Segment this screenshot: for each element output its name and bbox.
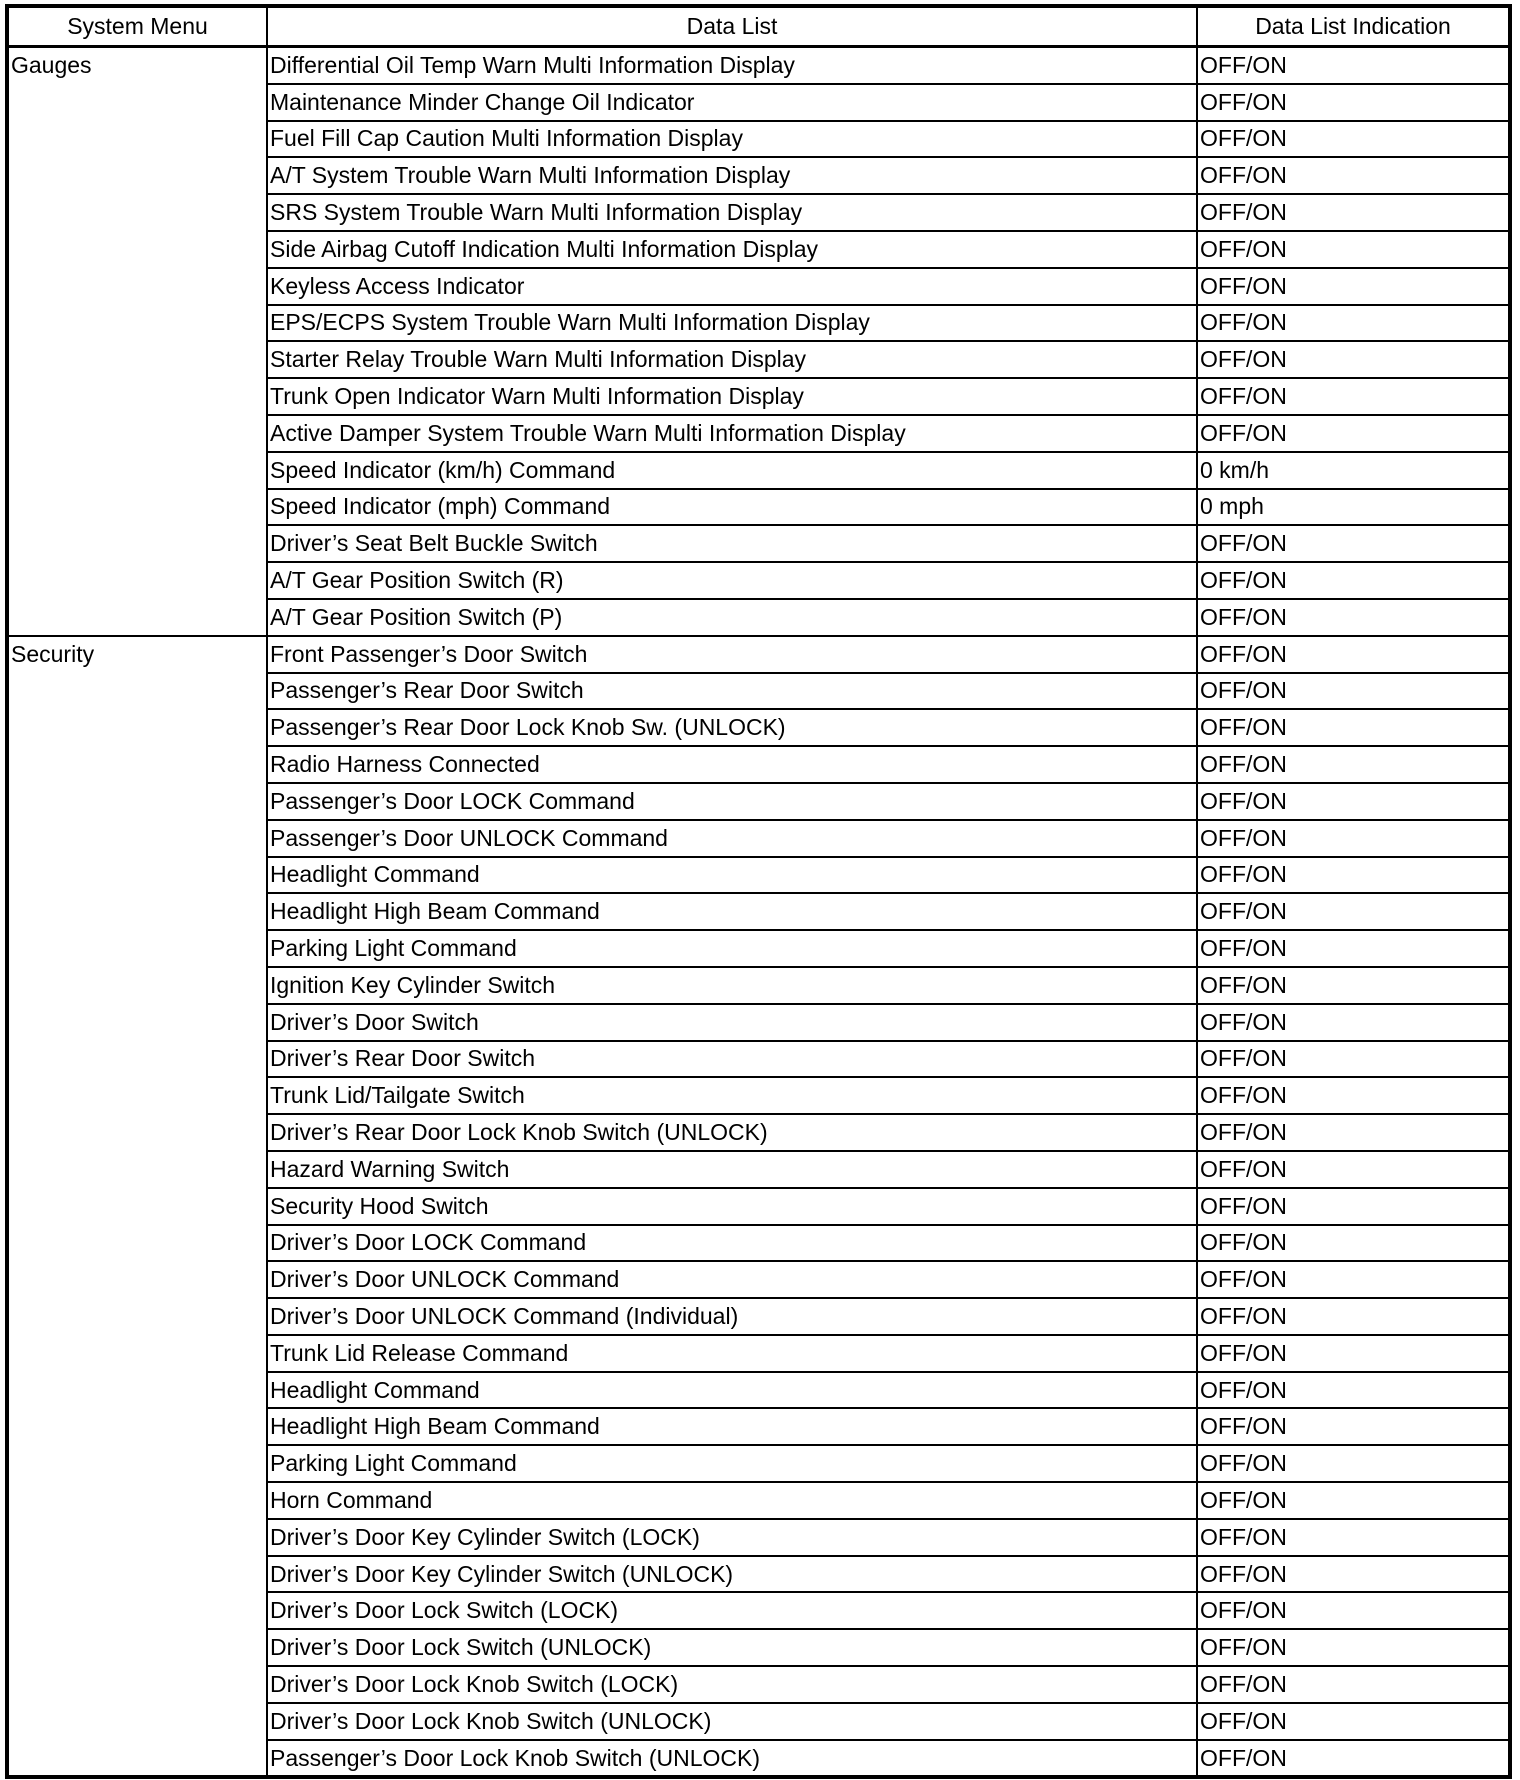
data-list-cell: Driver’s Door LOCK Command bbox=[267, 1225, 1197, 1262]
indication-cell: OFF/ON bbox=[1197, 1188, 1510, 1225]
data-list-cell: Ignition Key Cylinder Switch bbox=[267, 967, 1197, 1004]
indication-cell: OFF/ON bbox=[1197, 1703, 1510, 1740]
header-data-list-indication: Data List Indication bbox=[1197, 6, 1510, 47]
indication-cell: OFF/ON bbox=[1197, 1482, 1510, 1519]
data-list-cell: Active Damper System Trouble Warn Multi Information Display bbox=[267, 415, 1197, 452]
data-list-cell: Keyless Access Indicator bbox=[267, 268, 1197, 305]
indication-cell: OFF/ON bbox=[1197, 341, 1510, 378]
data-list-cell: Headlight Command bbox=[267, 1372, 1197, 1409]
indication-cell: OFF/ON bbox=[1197, 746, 1510, 783]
indication-cell: OFF/ON bbox=[1197, 268, 1510, 305]
indication-cell: OFF/ON bbox=[1197, 231, 1510, 268]
data-list-cell: A/T Gear Position Switch (R) bbox=[267, 562, 1197, 599]
indication-cell: OFF/ON bbox=[1197, 1298, 1510, 1335]
indication-cell: OFF/ON bbox=[1197, 930, 1510, 967]
indication-cell: 0 mph bbox=[1197, 489, 1510, 526]
indication-cell: OFF/ON bbox=[1197, 194, 1510, 231]
data-list-cell: Driver’s Rear Door Switch bbox=[267, 1041, 1197, 1078]
indication-cell: OFF/ON bbox=[1197, 1592, 1510, 1629]
data-list-cell: Parking Light Command bbox=[267, 1445, 1197, 1482]
indication-cell: OFF/ON bbox=[1197, 378, 1510, 415]
header-data-list: Data List bbox=[267, 6, 1197, 47]
data-list-cell: Horn Command bbox=[267, 1482, 1197, 1519]
indication-cell: OFF/ON bbox=[1197, 1408, 1510, 1445]
data-list-cell: Driver’s Door Lock Knob Switch (LOCK) bbox=[267, 1666, 1197, 1703]
indication-cell: OFF/ON bbox=[1197, 636, 1510, 673]
data-list-cell: Headlight High Beam Command bbox=[267, 1408, 1197, 1445]
data-list-cell: Driver’s Door Switch bbox=[267, 1004, 1197, 1041]
data-list-cell: Driver’s Door Key Cylinder Switch (LOCK) bbox=[267, 1519, 1197, 1556]
data-list-cell: Driver’s Rear Door Lock Knob Switch (UNLOCK) bbox=[267, 1114, 1197, 1151]
indication-cell: OFF/ON bbox=[1197, 1519, 1510, 1556]
indication-cell: OFF/ON bbox=[1197, 47, 1510, 84]
indication-cell: OFF/ON bbox=[1197, 415, 1510, 452]
data-list-cell: A/T System Trouble Warn Multi Information Display bbox=[267, 157, 1197, 194]
data-list-cell: Differential Oil Temp Warn Multi Information Display bbox=[267, 47, 1197, 84]
indication-cell: OFF/ON bbox=[1197, 1445, 1510, 1482]
data-list-cell: Security Hood Switch bbox=[267, 1188, 1197, 1225]
indication-cell: OFF/ON bbox=[1197, 1225, 1510, 1262]
indication-cell: OFF/ON bbox=[1197, 673, 1510, 710]
indication-cell: OFF/ON bbox=[1197, 1556, 1510, 1593]
data-list-cell: Passenger’s Rear Door Lock Knob Sw. (UNLOCK) bbox=[267, 709, 1197, 746]
data-list-cell: Starter Relay Trouble Warn Multi Information Display bbox=[267, 341, 1197, 378]
indication-cell: OFF/ON bbox=[1197, 121, 1510, 158]
data-list-cell: A/T Gear Position Switch (P) bbox=[267, 599, 1197, 636]
table-body bbox=[7, 47, 1510, 1778]
data-list-cell: Side Airbag Cutoff Indication Multi Information Display bbox=[267, 231, 1197, 268]
data-list-cell: Trunk Open Indicator Warn Multi Information Display bbox=[267, 378, 1197, 415]
indication-cell: OFF/ON bbox=[1197, 305, 1510, 342]
indication-cell: OFF/ON bbox=[1197, 1335, 1510, 1372]
data-list-cell: Fuel Fill Cap Caution Multi Information Display bbox=[267, 121, 1197, 158]
table-row bbox=[7, 47, 1510, 84]
table-row bbox=[7, 636, 1510, 673]
data-list-cell: Passenger’s Door Lock Knob Switch (UNLOCK) bbox=[267, 1740, 1197, 1778]
data-list-cell: Hazard Warning Switch bbox=[267, 1151, 1197, 1188]
data-list-cell: Trunk Lid Release Command bbox=[267, 1335, 1197, 1372]
data-list-table bbox=[5, 4, 1512, 1779]
indication-cell: OFF/ON bbox=[1197, 1629, 1510, 1666]
data-list-cell: Passenger’s Rear Door Switch bbox=[267, 673, 1197, 710]
data-list-cell: Driver’s Seat Belt Buckle Switch bbox=[267, 525, 1197, 562]
header-system-menu: System Menu bbox=[7, 6, 267, 47]
indication-cell: OFF/ON bbox=[1197, 709, 1510, 746]
indication-cell: OFF/ON bbox=[1197, 783, 1510, 820]
data-list-cell: Maintenance Minder Change Oil Indicator bbox=[267, 84, 1197, 121]
indication-cell: OFF/ON bbox=[1197, 893, 1510, 930]
indication-cell: OFF/ON bbox=[1197, 1151, 1510, 1188]
indication-cell: OFF/ON bbox=[1197, 157, 1510, 194]
indication-cell: OFF/ON bbox=[1197, 1077, 1510, 1114]
data-list-cell: Driver’s Door UNLOCK Command bbox=[267, 1261, 1197, 1298]
data-list-cell: Headlight Command bbox=[267, 857, 1197, 894]
system-menu-cell: Security bbox=[7, 636, 267, 1778]
data-list-cell: Radio Harness Connected bbox=[267, 746, 1197, 783]
indication-cell: OFF/ON bbox=[1197, 84, 1510, 121]
data-list-cell: SRS System Trouble Warn Multi Information Display bbox=[267, 194, 1197, 231]
data-list-cell: Driver’s Door Lock Knob Switch (UNLOCK) bbox=[267, 1703, 1197, 1740]
indication-cell: OFF/ON bbox=[1197, 1261, 1510, 1298]
system-menu-cell: Gauges bbox=[7, 47, 267, 636]
data-list-cell: Passenger’s Door UNLOCK Command bbox=[267, 820, 1197, 857]
indication-cell: OFF/ON bbox=[1197, 525, 1510, 562]
indication-cell: OFF/ON bbox=[1197, 1372, 1510, 1409]
indication-cell: OFF/ON bbox=[1197, 1740, 1510, 1778]
data-list-cell: EPS/ECPS System Trouble Warn Multi Information Display bbox=[267, 305, 1197, 342]
indication-cell: OFF/ON bbox=[1197, 562, 1510, 599]
data-list-cell: Driver’s Door Key Cylinder Switch (UNLOCK) bbox=[267, 1556, 1197, 1593]
data-list-cell: Driver’s Door Lock Switch (LOCK) bbox=[267, 1592, 1197, 1629]
indication-cell: OFF/ON bbox=[1197, 967, 1510, 1004]
data-list-cell: Speed Indicator (km/h) Command bbox=[267, 452, 1197, 489]
indication-cell: OFF/ON bbox=[1197, 1114, 1510, 1151]
data-list-cell: Driver’s Door Lock Switch (UNLOCK) bbox=[267, 1629, 1197, 1666]
data-list-cell: Headlight High Beam Command bbox=[267, 893, 1197, 930]
indication-cell: OFF/ON bbox=[1197, 820, 1510, 857]
data-list-cell: Passenger’s Door LOCK Command bbox=[267, 783, 1197, 820]
indication-cell: OFF/ON bbox=[1197, 1666, 1510, 1703]
data-list-cell: Parking Light Command bbox=[267, 930, 1197, 967]
indication-cell: OFF/ON bbox=[1197, 1041, 1510, 1078]
data-list-cell: Trunk Lid/Tailgate Switch bbox=[267, 1077, 1197, 1114]
header-row bbox=[7, 6, 1510, 47]
indication-cell: OFF/ON bbox=[1197, 857, 1510, 894]
data-list-cell: Front Passenger’s Door Switch bbox=[267, 636, 1197, 673]
data-list-cell: Speed Indicator (mph) Command bbox=[267, 489, 1197, 526]
indication-cell: OFF/ON bbox=[1197, 599, 1510, 636]
indication-cell: OFF/ON bbox=[1197, 1004, 1510, 1041]
indication-cell: 0 km/h bbox=[1197, 452, 1510, 489]
data-list-cell: Driver’s Door UNLOCK Command (Individual) bbox=[267, 1298, 1197, 1335]
